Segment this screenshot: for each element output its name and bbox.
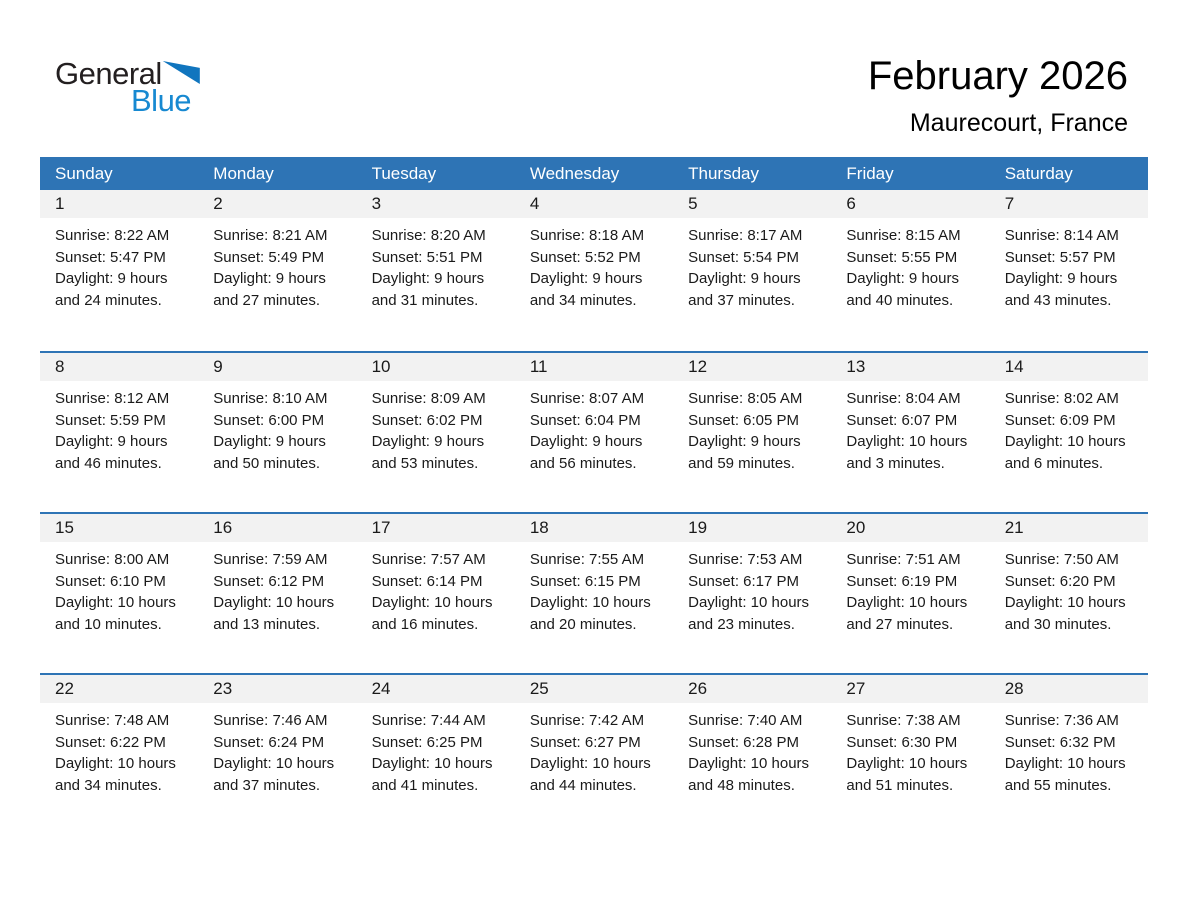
sunset-text: Sunset: 5:55 PM bbox=[846, 248, 958, 266]
sunrise-text: Sunrise: 7:55 AM bbox=[529, 551, 645, 568]
day-details bbox=[515, 703, 673, 796]
day-details bbox=[40, 218, 198, 311]
daylight-text-line2: and 44 minutes. bbox=[529, 776, 637, 794]
daylight-text-line1: Daylight: 9 hours bbox=[529, 270, 643, 287]
daylight-text-line1: Daylight: 10 hours bbox=[846, 433, 968, 450]
day-number: 2 bbox=[198, 190, 356, 218]
sunset-text: Sunset: 6:27 PM bbox=[529, 733, 641, 751]
day-details bbox=[673, 542, 831, 635]
calendar-weeks bbox=[40, 190, 1148, 834]
daylight-text-line2: and 48 minutes. bbox=[688, 776, 795, 794]
day-cell bbox=[40, 190, 198, 351]
day-number: 27 bbox=[831, 675, 989, 703]
sunrise-text: Sunrise: 8:12 AM bbox=[55, 390, 170, 407]
day-number: 28 bbox=[990, 675, 1148, 703]
sunrise-text: Sunrise: 7:40 AM bbox=[688, 712, 803, 729]
sunrise-text: Sunrise: 7:36 AM bbox=[1004, 712, 1119, 729]
logo-text-blue: Blue bbox=[131, 83, 192, 118]
weekday-header-wednesday: Wednesday bbox=[529, 164, 620, 183]
day-number: 24 bbox=[357, 675, 515, 703]
day-number: 20 bbox=[831, 514, 989, 542]
sunset-text: Sunset: 6:25 PM bbox=[371, 733, 483, 751]
sunrise-text: Sunrise: 8:04 AM bbox=[846, 390, 961, 407]
sunset-text: Sunset: 5:51 PM bbox=[371, 248, 483, 266]
day-cell bbox=[515, 675, 673, 834]
day-number: 11 bbox=[515, 353, 673, 381]
daylight-text-line1: Daylight: 9 hours bbox=[1004, 270, 1118, 287]
day-details bbox=[198, 542, 356, 635]
day-number: 16 bbox=[198, 514, 356, 542]
weekday-header-tuesday: Tuesday bbox=[371, 164, 437, 183]
sunrise-text: Sunrise: 8:00 AM bbox=[55, 551, 170, 568]
daylight-text-line1: Daylight: 9 hours bbox=[846, 270, 959, 287]
day-details bbox=[198, 381, 356, 474]
day-details bbox=[831, 218, 989, 311]
daylight-text-line2: and 55 minutes. bbox=[1004, 776, 1112, 794]
sunrise-text: Sunrise: 7:44 AM bbox=[371, 712, 486, 729]
day-details bbox=[198, 218, 356, 311]
weekday-header-friday: Friday bbox=[846, 164, 894, 183]
sunrise-text: Sunrise: 7:59 AM bbox=[213, 551, 328, 568]
daylight-text-line1: Daylight: 10 hours bbox=[213, 755, 335, 772]
daylight-text-line1: Daylight: 9 hours bbox=[213, 270, 326, 287]
daylight-text-line2: and 6 minutes. bbox=[1004, 454, 1104, 472]
sunrise-text: Sunrise: 8:15 AM bbox=[846, 227, 961, 244]
sunset-text: Sunset: 6:12 PM bbox=[213, 572, 325, 590]
day-cell bbox=[357, 675, 515, 834]
daylight-text-line2: and 27 minutes. bbox=[846, 615, 954, 633]
day-cell bbox=[198, 514, 356, 673]
logo-text-general: General bbox=[55, 56, 162, 91]
week-row bbox=[40, 190, 1148, 351]
daylight-text-line1: Daylight: 9 hours bbox=[688, 270, 801, 287]
daylight-text-line1: Daylight: 9 hours bbox=[55, 270, 168, 287]
day-details bbox=[673, 381, 831, 474]
day-number: 22 bbox=[40, 675, 198, 703]
sunrise-text: Sunrise: 8:18 AM bbox=[529, 227, 645, 244]
sunset-text: Sunset: 6:05 PM bbox=[688, 411, 800, 429]
day-number: 26 bbox=[673, 675, 831, 703]
day-details bbox=[357, 381, 515, 474]
sunset-text: Sunset: 6:04 PM bbox=[529, 411, 641, 429]
daylight-text-line2: and 41 minutes. bbox=[371, 776, 479, 794]
day-number: 7 bbox=[990, 190, 1148, 218]
day-cell bbox=[357, 514, 515, 673]
title-block bbox=[868, 52, 1128, 140]
day-number: 18 bbox=[515, 514, 673, 542]
sunset-text: Sunset: 6:14 PM bbox=[371, 572, 483, 590]
daylight-text-line2: and 16 minutes. bbox=[371, 615, 479, 633]
day-cell bbox=[831, 353, 989, 512]
day-number: 12 bbox=[673, 353, 831, 381]
logo-triangle-icon bbox=[163, 61, 200, 84]
daylight-text-line2: and 46 minutes. bbox=[55, 454, 162, 472]
page-title: February 2026 bbox=[867, 54, 1128, 98]
sunrise-text: Sunrise: 8:10 AM bbox=[213, 390, 328, 407]
day-cell bbox=[357, 190, 515, 351]
sunset-text: Sunset: 5:59 PM bbox=[55, 411, 166, 429]
sunrise-text: Sunrise: 7:42 AM bbox=[529, 712, 645, 729]
day-details bbox=[990, 542, 1148, 635]
sunset-text: Sunset: 6:22 PM bbox=[55, 733, 166, 751]
day-cell bbox=[990, 675, 1148, 834]
weekday-header-sunday: Sunday bbox=[55, 164, 113, 183]
daylight-text-line1: Daylight: 9 hours bbox=[371, 433, 485, 450]
day-details bbox=[515, 218, 673, 311]
daylight-text-line2: and 56 minutes. bbox=[529, 454, 637, 472]
sunrise-text: Sunrise: 7:57 AM bbox=[371, 551, 486, 568]
day-details bbox=[990, 703, 1148, 796]
day-number: 23 bbox=[198, 675, 356, 703]
sunset-text: Sunset: 5:54 PM bbox=[688, 248, 800, 266]
day-cell bbox=[831, 514, 989, 673]
day-cell bbox=[40, 514, 198, 673]
page-subtitle: Maurecourt, France bbox=[909, 109, 1128, 137]
day-cell bbox=[40, 675, 198, 834]
sunrise-text: Sunrise: 7:38 AM bbox=[846, 712, 961, 729]
day-details bbox=[198, 703, 356, 796]
daylight-text-line1: Daylight: 10 hours bbox=[55, 594, 176, 611]
day-cell bbox=[831, 190, 989, 351]
day-cell bbox=[40, 353, 198, 512]
sunrise-text: Sunrise: 8:02 AM bbox=[1004, 390, 1119, 407]
sunset-text: Sunset: 5:49 PM bbox=[213, 248, 325, 266]
sunrise-text: Sunrise: 7:46 AM bbox=[213, 712, 328, 729]
daylight-text-line1: Daylight: 9 hours bbox=[529, 433, 643, 450]
daylight-text-line2: and 59 minutes. bbox=[688, 454, 795, 472]
daylight-text-line2: and 30 minutes. bbox=[1004, 615, 1112, 633]
sunset-text: Sunset: 6:30 PM bbox=[846, 733, 958, 751]
day-details bbox=[357, 703, 515, 796]
sunset-text: Sunset: 6:02 PM bbox=[371, 411, 483, 429]
day-cell bbox=[515, 190, 673, 351]
daylight-text-line2: and 23 minutes. bbox=[688, 615, 795, 633]
sunrise-text: Sunrise: 7:51 AM bbox=[846, 551, 961, 568]
day-cell bbox=[198, 190, 356, 351]
daylight-text-line1: Daylight: 9 hours bbox=[371, 270, 485, 287]
day-number: 9 bbox=[198, 353, 356, 381]
daylight-text-line2: and 34 minutes. bbox=[529, 291, 637, 309]
daylight-text-line1: Daylight: 10 hours bbox=[1004, 433, 1126, 450]
day-details bbox=[990, 381, 1148, 474]
day-cell bbox=[198, 353, 356, 512]
day-details bbox=[673, 218, 831, 311]
day-details bbox=[673, 703, 831, 796]
daylight-text-line1: Daylight: 9 hours bbox=[55, 433, 168, 450]
daylight-text-line2: and 40 minutes. bbox=[846, 291, 954, 309]
day-cell bbox=[990, 353, 1148, 512]
day-number: 21 bbox=[990, 514, 1148, 542]
day-cell bbox=[673, 675, 831, 834]
sunrise-text: Sunrise: 7:48 AM bbox=[55, 712, 170, 729]
week-row bbox=[40, 351, 1148, 512]
sunset-text: Sunset: 6:24 PM bbox=[213, 733, 325, 751]
weekday-header-thursday: Thursday bbox=[688, 164, 759, 183]
day-number: 13 bbox=[831, 353, 989, 381]
day-cell bbox=[515, 353, 673, 512]
day-details bbox=[357, 218, 515, 311]
day-number: 19 bbox=[673, 514, 831, 542]
weekday-header-saturday: Saturday bbox=[1004, 164, 1073, 183]
daylight-text-line1: Daylight: 10 hours bbox=[529, 755, 651, 772]
sunrise-text: Sunrise: 8:20 AM bbox=[371, 227, 486, 244]
day-cell bbox=[673, 514, 831, 673]
sunset-text: Sunset: 6:15 PM bbox=[529, 572, 641, 590]
day-details bbox=[831, 381, 989, 474]
general-blue-logo bbox=[55, 58, 225, 116]
day-details bbox=[831, 703, 989, 796]
day-details bbox=[831, 542, 989, 635]
day-number: 3 bbox=[357, 190, 515, 218]
daylight-text-line1: Daylight: 10 hours bbox=[529, 594, 651, 611]
day-details bbox=[515, 542, 673, 635]
sunrise-text: Sunrise: 8:22 AM bbox=[55, 227, 170, 244]
daylight-text-line2: and 20 minutes. bbox=[529, 615, 637, 633]
daylight-text-line1: Daylight: 9 hours bbox=[213, 433, 326, 450]
day-details bbox=[990, 218, 1148, 311]
day-number: 8 bbox=[40, 353, 198, 381]
week-row bbox=[40, 512, 1148, 673]
sunset-text: Sunset: 6:19 PM bbox=[846, 572, 958, 590]
sunset-text: Sunset: 6:10 PM bbox=[55, 572, 166, 590]
daylight-text-line2: and 24 minutes. bbox=[55, 291, 162, 309]
day-number: 4 bbox=[515, 190, 673, 218]
sunset-text: Sunset: 5:52 PM bbox=[529, 248, 641, 266]
sunrise-text: Sunrise: 8:17 AM bbox=[688, 227, 803, 244]
daylight-text-line2: and 10 minutes. bbox=[55, 615, 162, 633]
daylight-text-line2: and 50 minutes. bbox=[213, 454, 321, 472]
daylight-text-line1: Daylight: 10 hours bbox=[1004, 755, 1126, 772]
daylight-text-line2: and 31 minutes. bbox=[371, 291, 479, 309]
sunset-text: Sunset: 6:28 PM bbox=[688, 733, 800, 751]
day-cell bbox=[831, 675, 989, 834]
day-number: 10 bbox=[357, 353, 515, 381]
day-cell bbox=[515, 514, 673, 673]
daylight-text-line2: and 51 minutes. bbox=[846, 776, 954, 794]
daylight-text-line2: and 3 minutes. bbox=[846, 454, 945, 472]
daylight-text-line2: and 27 minutes. bbox=[213, 291, 321, 309]
day-cell bbox=[198, 675, 356, 834]
daylight-text-line2: and 37 minutes. bbox=[213, 776, 321, 794]
day-cell bbox=[357, 353, 515, 512]
sunrise-text: Sunrise: 8:07 AM bbox=[529, 390, 645, 407]
day-number: 6 bbox=[831, 190, 989, 218]
daylight-text-line1: Daylight: 10 hours bbox=[213, 594, 335, 611]
day-number: 17 bbox=[357, 514, 515, 542]
daylight-text-line1: Daylight: 9 hours bbox=[688, 433, 801, 450]
day-details bbox=[40, 542, 198, 635]
page-header bbox=[0, 0, 1188, 157]
day-details bbox=[40, 381, 198, 474]
day-number: 5 bbox=[673, 190, 831, 218]
day-details bbox=[40, 703, 198, 796]
sunset-text: Sunset: 5:47 PM bbox=[55, 248, 166, 266]
daylight-text-line1: Daylight: 10 hours bbox=[371, 594, 493, 611]
day-details bbox=[515, 381, 673, 474]
day-cell bbox=[990, 514, 1148, 673]
daylight-text-line1: Daylight: 10 hours bbox=[846, 594, 968, 611]
sunset-text: Sunset: 6:20 PM bbox=[1004, 572, 1116, 590]
day-cell bbox=[673, 353, 831, 512]
calendar-table bbox=[40, 157, 1148, 834]
day-number: 25 bbox=[515, 675, 673, 703]
daylight-text-line2: and 43 minutes. bbox=[1004, 291, 1112, 309]
day-number: 14 bbox=[990, 353, 1148, 381]
weekday-header-monday: Monday bbox=[213, 164, 274, 183]
daylight-text-line2: and 37 minutes. bbox=[688, 291, 795, 309]
daylight-text-line2: and 13 minutes. bbox=[213, 615, 321, 633]
sunrise-text: Sunrise: 7:53 AM bbox=[688, 551, 803, 568]
sunset-text: Sunset: 6:07 PM bbox=[846, 411, 958, 429]
weekday-header-row bbox=[40, 157, 1148, 190]
sunrise-text: Sunrise: 8:21 AM bbox=[213, 227, 328, 244]
daylight-text-line2: and 53 minutes. bbox=[371, 454, 479, 472]
daylight-text-line2: and 34 minutes. bbox=[55, 776, 162, 794]
daylight-text-line1: Daylight: 10 hours bbox=[688, 755, 810, 772]
day-cell bbox=[673, 190, 831, 351]
sunrise-text: Sunrise: 8:05 AM bbox=[688, 390, 803, 407]
sunset-text: Sunset: 6:17 PM bbox=[688, 572, 800, 590]
sunset-text: Sunset: 5:57 PM bbox=[1004, 248, 1116, 266]
sunrise-text: Sunrise: 7:50 AM bbox=[1004, 551, 1119, 568]
daylight-text-line1: Daylight: 10 hours bbox=[55, 755, 176, 772]
sunset-text: Sunset: 6:09 PM bbox=[1004, 411, 1116, 429]
daylight-text-line1: Daylight: 10 hours bbox=[846, 755, 968, 772]
sunrise-text: Sunrise: 8:14 AM bbox=[1004, 227, 1119, 244]
sunrise-text: Sunrise: 8:09 AM bbox=[371, 390, 486, 407]
day-number: 1 bbox=[40, 190, 198, 218]
sunset-text: Sunset: 6:00 PM bbox=[213, 411, 325, 429]
daylight-text-line1: Daylight: 10 hours bbox=[688, 594, 810, 611]
sunset-text: Sunset: 6:32 PM bbox=[1004, 733, 1116, 751]
week-row bbox=[40, 673, 1148, 834]
daylight-text-line1: Daylight: 10 hours bbox=[371, 755, 493, 772]
daylight-text-line1: Daylight: 10 hours bbox=[1004, 594, 1126, 611]
day-details bbox=[357, 542, 515, 635]
day-number: 15 bbox=[40, 514, 198, 542]
day-cell bbox=[990, 190, 1148, 351]
